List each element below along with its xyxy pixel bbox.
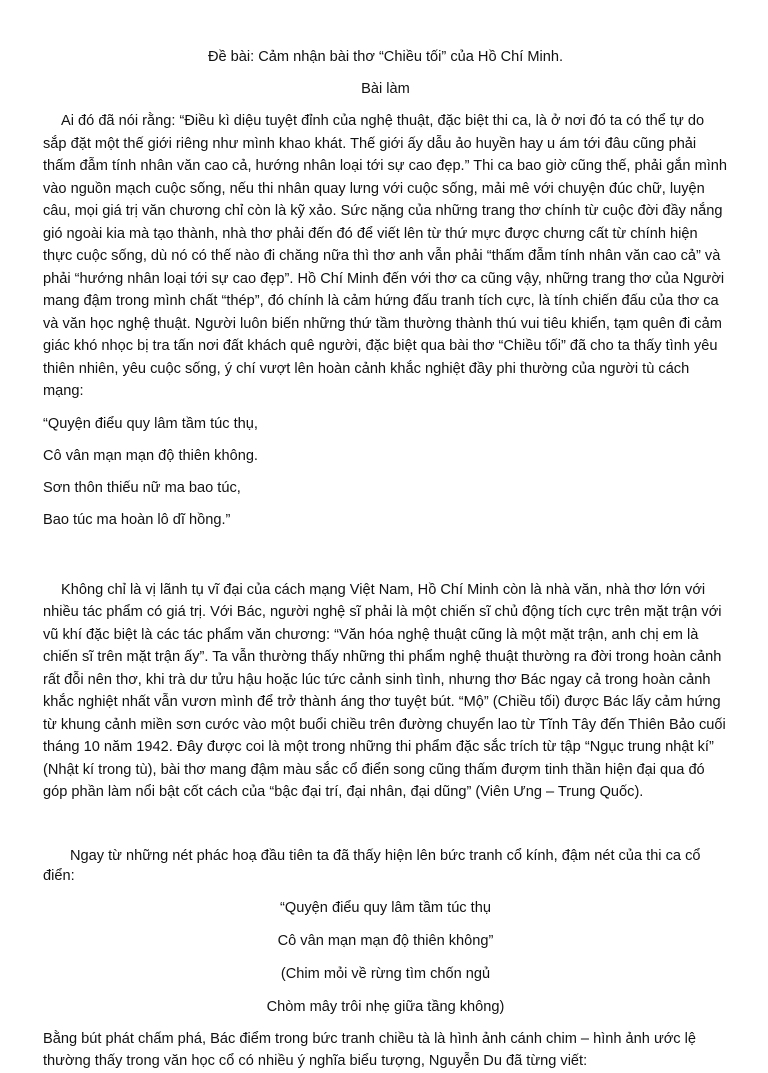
paragraph-bird-image: Bằng bút phát chấm phá, Bác điểm trong bức tranh chiều tà là hình ảnh cánh chim – hình ảnh ước lệ thường thấy trong văn học cổ có nhiều ý nghĩa biểu tượng, Nguyễn Du đã từng viết:: [43, 1030, 696, 1069]
poem-line: Sơn thôn thiếu nữ ma bao túc,: [43, 479, 241, 496]
paragraph-author: Không chỉ là vị lãnh tụ vĩ đại của cách mạng Việt Nam, Hồ Chí Minh còn là nhà văn, nhà thơ lớn với nhiều tác phẩm có giá trị. Với Bác, người nghệ sĩ phải là một chiến sĩ chủ động tích cực trên mặt trận với vũ khí đặc biệt là các tác phẩm văn chương: “Văn hóa nghệ thuật cũng là một mặt trận, anh chị em là chiến sĩ trên mặt trận ấy”. Ta vẫn thường thấy những thi phẩm nghệ thuật thường ra đời trong hoàn cảnh rất đỗi nên thơ, khi trà dư tửu hậu hoặc lúc tức cảnh sinh tình, nhưng thơ Bác ngay cả trong hoàn cảnh khắc nghiệt nhất vẫn vươn mình để trở thành áng thơ tuyệt bút. “Mộ” (Chiều tối) được Bác lấy cảm hứng từ khung cảnh miền sơn cước vào một buổi chiều trên đường chuyển lao từ Tĩnh Tây đến Thiên Bảo cuối tháng 10 năm 1942. Đây được coi là một trong những thi phẩm đặc sắc trích từ tập “Ngục trung nhật kí” (Nhật kí trong tù), bài thơ mang đậm màu sắc cổ điển song cũng thấm đượm tinh thần hiện đại qua đó góp phần làm nổi bật cốt cách của “bậc đại trí, đại nhân, đại dũng” (Viên Ưng – Trung Quốc).: [43, 581, 726, 800]
poem-translation-line: Chòm mây trôi nhẹ giữa tầng không): [266, 998, 505, 1015]
poem-line: Bao túc ma hoàn lô dĩ hồng.”: [43, 511, 231, 528]
document-title: Đề bài: Cảm nhận bài thơ “Chiều tối” của Hồ Chí Minh.: [207, 49, 564, 65]
paragraph-intro: Ai đó đã nói rằng: “Điều kì diệu tuyệt đỉnh của nghệ thuật, đặc biệt thi ca, là ở nơi đó ta có thể tự do sắp đặt một thế giới riêng như mình khao khát. Thế giới ấy dẫu ảo huyền hay u ám tới đâu cũng phải thấm đẫm tính nhân văn cao cả, hướng nhân loại tới sự cao đẹp.” Thi ca bao giờ cũng thế, phải gắn mình vào nguồn mạch cuộc sống, nếu thi nhân quay lưng với cuộc sống, mải mê với chuyện đúc chữ, luyện câu, mọi giá trị văn chương chỉ còn là kỹ xảo. Sức nặng của những trang thơ chính từ cuộc đời đầy nắng gió ngoài kia mà tạo thành, nhà thơ phải đến đó để viết lên từ thứ mực được chưng cất từ chính hiện thực cuộc sống, dù nó có thế nào đi chăng nữa thì thơ anh vẫn phải “thấm đẫm tính nhân văn cao cả” và phải “hướng nhân loại tới sự cao đẹp”. Hồ Chí Minh đến với thơ ca cũng vậy, những trang thơ của Người mang đậm trong mình chất “thép”, đó chính là cảm hứng đấu tranh tích cực, là tính chiến đấu của thơ ca và văn học nghệ thuật. Người luôn biến những thứ tầm thường thành thú vui tiêu khiển, tạm quên đi cảm giác khó nhọc bị tra tấn nơi đất khách quê người, đặc biệt qua bài thơ “Chiều tối” đã cho ta thấy tình yêu thiên nhiên, yêu cuộc sống, ý chí vượt lên hoàn cảnh khắc nghiệt đầy phi thường của người tù cách mạng:: [43, 113, 728, 399]
poem-excerpt-line: Cô vân mạn mạn độ thiên không”: [277, 932, 494, 949]
poem-line: Cô vân mạn mạn độ thiên không.: [43, 447, 258, 464]
document-subtitle: Bài làm: [361, 81, 410, 97]
poem-translation-line: (Chim mỏi về rừng tìm chốn ngủ: [280, 965, 491, 982]
poem-excerpt-line: “Quyện điểu quy lâm tầm túc thụ: [280, 899, 491, 916]
paragraph-opening-lines: Ngay từ những nét phác hoạ đầu tiên ta đã thấy hiện lên bức tranh cổ kính, đậm nét của thi ca cổ điển:: [43, 847, 701, 884]
poem-line: “Quyện điểu quy lâm tầm túc thụ,: [43, 415, 258, 432]
